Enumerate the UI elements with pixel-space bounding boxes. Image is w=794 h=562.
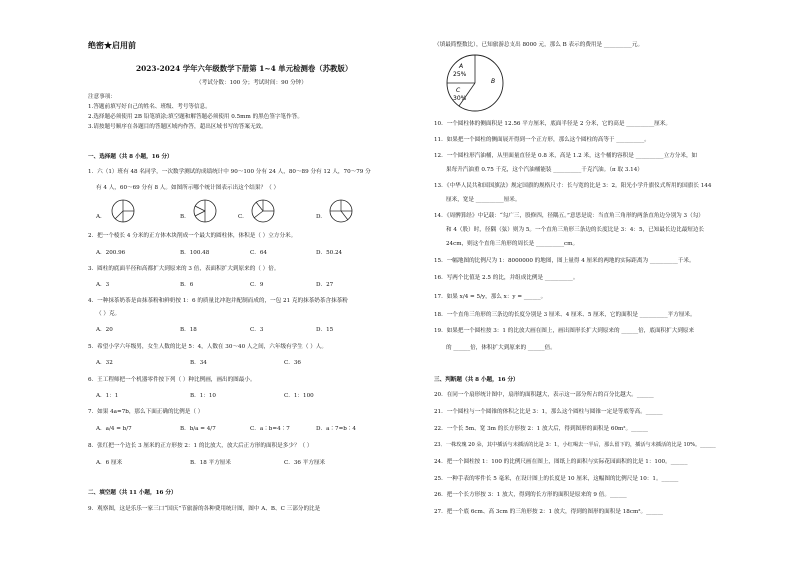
question-line: 8．张红把一个边长 3 厘米的正方形按 2：1 的比放大，放大后正方形的面积是多少？（ ）: [88, 443, 313, 449]
option: A．6 厘米: [96, 460, 123, 466]
question-line: 果每升汽油重 0.75 千克，这个汽油桶能装 __________千克汽油。（π 取 3.14）: [446, 167, 643, 173]
question-line: 12．一个圆柱形汽油桶，从里面量直径是 0.8 米，高是 1.2 米，这个桶的容积是 __________立方分米，如: [434, 153, 698, 159]
question-line: 11．如果把一个圆柱的侧面展开得到一个正方形，那么这个圆柱的高等于 __________。: [434, 137, 650, 143]
question-line: 15．一幅地图的比例尺为 1：8000000 的地图，图上量得 4 厘米的两地的实际距离为 __________千米。: [434, 258, 695, 264]
pie-label-b: B: [491, 78, 496, 85]
option: D．15: [316, 327, 334, 333]
note-item: 2.选择题必须使用 2B 铅笔填涂;填空题和解答题必须使用 0.5mm 的黑色签字笔作答。: [88, 114, 303, 120]
option: B．18 平方厘米: [190, 460, 231, 466]
section-heading-fill: 二、填空题（共 11 小题，16 分）: [88, 490, 177, 496]
option-label: D.: [316, 214, 323, 220]
option: A．200.96: [96, 250, 126, 256]
option-label: C.: [238, 214, 244, 220]
question-line: （填最简整数比），已知旅游总支出 8000 元，那么 B 表示的费用是 __________元。: [434, 42, 644, 48]
question-line: 5．希望小学六年级男，女生人数的比是 5：4，人数在 30～40 人之间，六年级有学生（ ）人。: [88, 344, 327, 350]
confidential-badge: 绝密★启用前: [88, 40, 136, 50]
question-line: 25．一种手表的零件长 5 毫米，在设计图上的长度是 10 厘米，这幅图的比例尺是 10：1。______: [434, 476, 679, 482]
question-line: 24cm，则这个直角三角形的周长是 __________cm。: [446, 241, 579, 247]
section-heading-choice: 一、选择题（共 8 小题，16 分）: [88, 154, 173, 160]
question-line: 27．把一个底 6cm、高 3cm 的三角形按 2：1 放大，得到的图形的面积是 18cm²。______: [434, 509, 663, 515]
option: B．100.48: [180, 250, 210, 256]
option: C．36 平方厘米: [284, 460, 326, 466]
question-line: 和 4（股）时，径隅（弦）则为 5。一个直角三角形三条边的长度比是 3：4：5，已知最长边比最短边长: [446, 227, 705, 233]
question-line: 厘米，宽是 __________厘米。: [446, 197, 521, 203]
exam-meta: （考试分数：100 分；考试时间：90 分钟）: [196, 80, 307, 86]
pie-option-b-icon: [192, 198, 218, 224]
question-line: 14．《周髀算经》中记载：“勾广三，股修四，径隅五。”意思是说：当直角三角形的两条直角边分别为 3（勾）: [434, 213, 704, 219]
question-line: 7．如果 4a=7b，那么下面正确的比例是（ ）: [88, 409, 204, 415]
question-line: 1．六（1）班有 48 名同学，一次数学测试的成绩统计中 90～100 分有 24 人，80～89 分有 12 人，70～79 分: [88, 169, 371, 175]
option-label: B.: [180, 214, 186, 220]
question-line: 23．一株玫瑰 20 朵，其中插活与未插活的比是 3：1，小红喝去一半后，那么留下的，插活与未插活的比是 10%。______: [434, 442, 716, 448]
option: D．50.24: [316, 250, 343, 256]
pie-value-c: 30%: [453, 95, 467, 102]
pie-label-a: A: [459, 63, 464, 70]
option: B．18: [180, 327, 197, 333]
option: B．1：10: [190, 393, 216, 399]
question-line: 10．一个圆柱体的侧面积是 12.56 平方厘米，底面半径是 2 分米，它的高是 __________厘米。: [434, 121, 671, 127]
option: C．36: [284, 360, 301, 366]
question-line: 24．把一个圆柱按 1：100 的比例尺画在图上，图纸上的面积与实际花园面积的比是 1：100。______: [434, 459, 688, 465]
question-line: 的 ______倍，体积扩大到原来的 ______倍。: [446, 345, 556, 351]
option: D．27: [316, 282, 334, 288]
note-item: 3.请按题号顺序在各题目的答题区域内作答，超出区域书写的答案无效。: [88, 124, 267, 130]
pie-option-d-icon: [328, 198, 354, 224]
question-line: 16．写两个比值是 2.5 的比，并组成比例是 __________。: [434, 275, 579, 281]
note-item: 1.答题前填写好自己的姓名、班级、考号等信息。: [88, 104, 211, 110]
question-line: 9．观察图，这是乐乐一家三口“国庆”节旅游的各种费用统计图，图中 A、B、C 三部分的比是: [88, 506, 321, 512]
option: C．9: [250, 282, 264, 288]
question-line: 有 4 人，60～69 分有 8 人。如图所示哪个统计图表示出这个结果？（ ）: [96, 185, 280, 191]
question-line: 13．《中华人民共和国国旗法》规定国旗的规格尺寸：长与宽的比是 3：2。阳光小学升旗仪式所用的国旗长 144: [434, 183, 712, 189]
question-line: 26．把一个长方形按 3：1 放大，得到的长方形的面积是原来的 9 倍。______: [434, 492, 627, 498]
notes-heading: 注意事项：: [88, 94, 116, 100]
question-line: 19．如果把一个圆柱按 3：1 的比放大画在图上，画出图形长扩大到原来的 ______倍，底面积扩大到原来: [434, 328, 695, 334]
option-label: A.: [96, 214, 102, 220]
pie-option-c-icon: [250, 198, 276, 224]
option: A．a/4 = b/7: [96, 426, 132, 432]
question-line: 20．在同一个扇形统计图中，扇形的面积越大，表示这一部分所占的百分比越大。______: [434, 392, 654, 398]
question-line: 22．一个长 5m、宽 3m 的长方形按 2：1 放大后，得到图形的面积是 60m²。______: [434, 426, 648, 432]
option: A．32: [96, 360, 113, 366]
option: A．20: [96, 327, 113, 333]
question-line: 17．如果 x/4 = 5/y，那么 x：y = ______。: [434, 294, 547, 300]
exam-title: 2023-2024 学年六年级数学下册第 1~4 单元检测卷（苏教版）: [136, 64, 353, 73]
pie-value-a: 25%: [453, 71, 467, 78]
question-line: 6．王工程师把一个机器零件按下列（ ）种比例画，画出的图最小。: [88, 377, 256, 383]
option: B．b/a = 4/7: [180, 426, 216, 432]
expense-pie-chart: [444, 52, 506, 114]
question-line: 4．一种抹茶奶茶是由抹茶粉和鲜奶按 1：6 的质量比冲泡并配制而成的，一包 21 克的抹茶奶茶含抹茶粉: [88, 298, 348, 304]
option: A．1：1: [96, 393, 119, 399]
option: B．6: [180, 282, 194, 288]
option: B．34: [190, 360, 207, 366]
question-line: 2．把一个棱长 4 分米的正方体木块削成一个最大的圆柱体，体积是（ ）立方分米。: [88, 233, 297, 239]
question-line: 21．一个圆柱与一个圆锥的体积之比是 3：1，那么这个圆柱与圆锥一定是等底等高。______: [434, 409, 663, 415]
option: C．1：100: [284, 393, 314, 399]
option: C．3: [250, 327, 264, 333]
section-heading-judge: 三、判断题（共 8 小题，16 分）: [434, 377, 519, 383]
option: C．64: [250, 250, 267, 256]
question-line: 18．一个直角三角形的三条边的长度分别是 3 厘米、4 厘米、5 厘米，它的面积是 __________平方厘米。: [434, 312, 696, 318]
option: A．3: [96, 282, 110, 288]
option: D．a∶7=b∶4: [316, 426, 356, 432]
pie-label-c: C: [456, 87, 461, 94]
question-line: （ ）克。: [96, 311, 121, 317]
question-line: 3．圆柱的底面半径和高都扩大到原来的 3 倍，表面积扩大到原来的（ ）倍。: [88, 266, 280, 272]
option: C．a∶b=4∶7: [250, 426, 290, 432]
pie-option-a-icon: [110, 198, 136, 224]
